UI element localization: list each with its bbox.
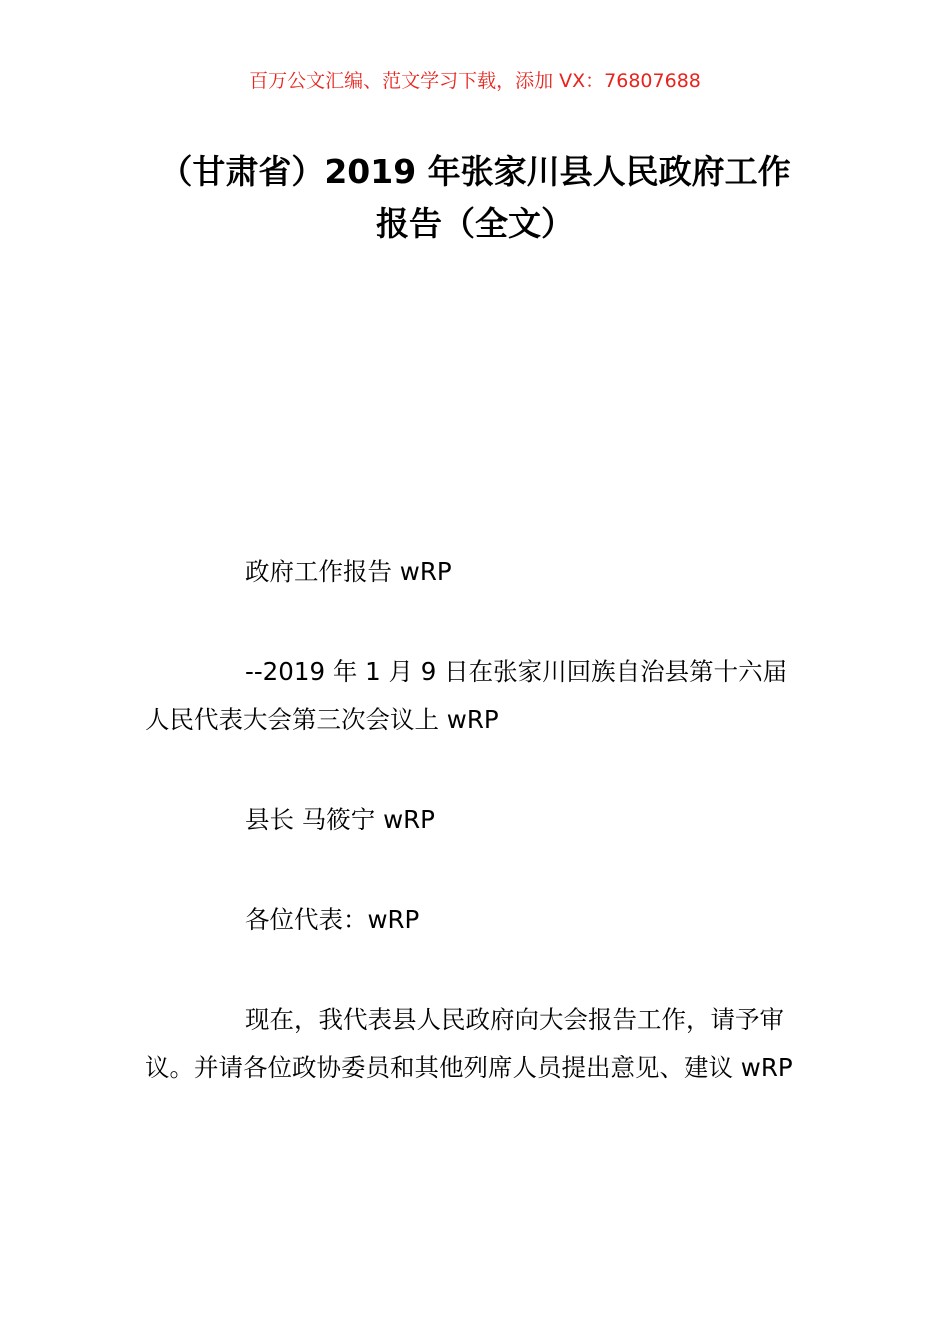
paragraph-salutation: 各位代表：wRP (245, 905, 420, 934)
document-title (145, 146, 805, 250)
header-ad-note: 百万公文汇编、范文学习下载，添加 VX：76807688 (249, 70, 701, 92)
title-line-1: （甘肃省）2019 年张家川县人民政府工作 (159, 152, 791, 191)
paragraph-speaker: 县长 马筱宁 wRP (245, 805, 435, 834)
paragraph-meeting-info: --2019 年 1 月 9 日在张家川回族自治县第十六届人民代表大会第三次会议上 wRP (145, 657, 788, 734)
title-line-2: 报告（全文） (376, 204, 574, 243)
paragraph-report-label: 政府工作报告 wRP (245, 557, 452, 586)
paragraph-opening: 现在，我代表县人民政府向大会报告工作，请予审议。并请各位政协委员和其他列席人员提出意见、建议 wRP (145, 1005, 793, 1082)
